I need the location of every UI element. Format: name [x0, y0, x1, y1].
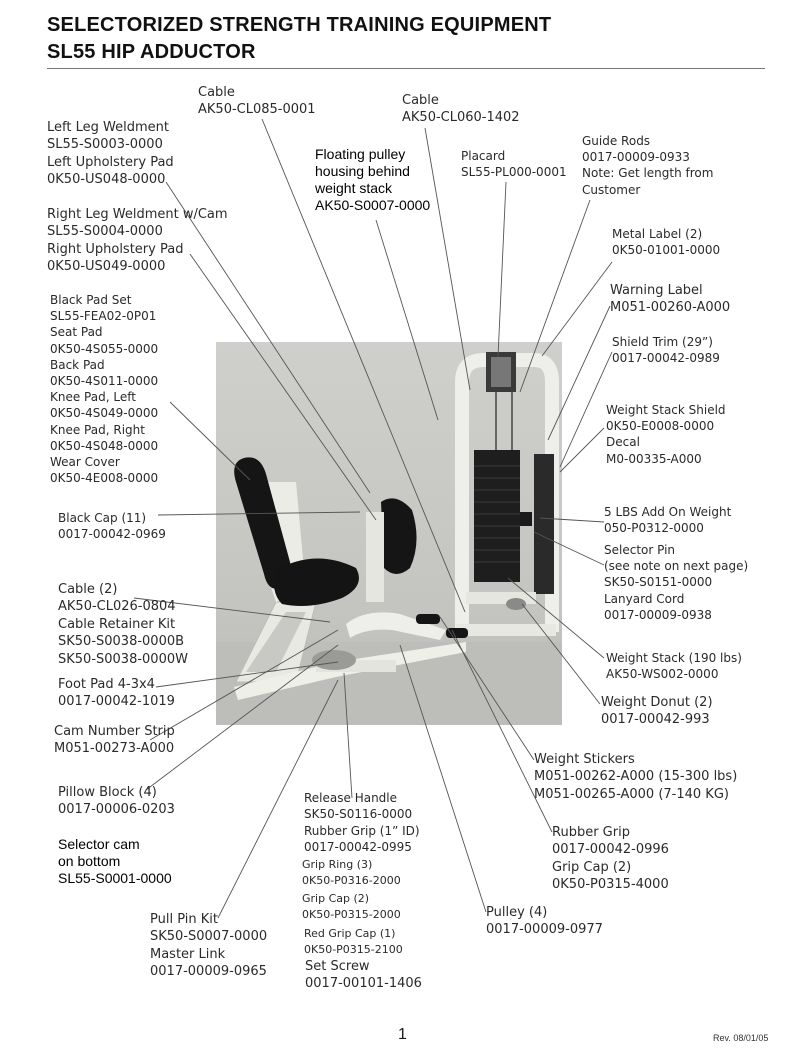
label-text: Grip Cap (2) [302, 892, 370, 905]
label-text: Shield Trim (29”) [612, 335, 713, 349]
label-text: housing behind [315, 163, 410, 179]
part-number: 0017-00009-0977 [486, 922, 603, 938]
label-guide-rods [582, 133, 713, 198]
label-text: Weight Stickers [534, 752, 635, 767]
label-pillow-block [58, 784, 175, 819]
part-number: SL55-FEA02-0P01 [50, 309, 157, 324]
label-cable-2 [58, 581, 188, 668]
part-number: 0017-00042-1019 [58, 694, 175, 710]
label-text: Metal Label (2) [612, 227, 703, 241]
part-number: SK50-S0038-0000B [58, 634, 185, 650]
label-foot-pad [58, 676, 175, 711]
part-number: 0017-00101-1406 [305, 976, 422, 992]
part-number: 0017-00006-0203 [58, 802, 175, 818]
part-number: 0017-00009-0938 [604, 607, 712, 622]
label-text: Seat Pad [50, 325, 103, 340]
label-text: Rubber Grip (1” ID) [304, 824, 420, 838]
label-text: Cable [198, 85, 235, 100]
part-number: M051-00265-A000 (7-140 KG) [534, 786, 729, 802]
label-text: Back Pad [50, 357, 105, 372]
part-number: 0017-00042-993 [601, 712, 710, 728]
part-number: 0K50-E0008-0000 [606, 419, 715, 434]
label-text: (see note on next page) [604, 559, 749, 574]
part-number: AK50-WS002-0000 [606, 667, 719, 682]
part-number: 0K50-P0316-2000 [302, 873, 401, 887]
label-text: Grip Ring (3) [302, 858, 373, 871]
label-release-handle [304, 790, 412, 822]
label-grip-ring [302, 857, 401, 888]
label-text: Rubber Grip [552, 825, 630, 840]
label-cam-number-strip [54, 723, 175, 758]
label-text: Weight Stack Shield [606, 403, 726, 417]
label-text: Knee Pad, Left [50, 390, 136, 405]
part-number: SL55-PL000-0001 [461, 165, 567, 180]
part-number: 0K50-4S049-0000 [50, 406, 159, 421]
part-number: AK50-CL085-0001 [198, 102, 316, 118]
label-selector-cam [58, 836, 172, 887]
label-pull-pin-kit [150, 911, 267, 981]
label-rubber-grip [552, 824, 669, 894]
label-text: Lanyard Cord [604, 591, 685, 606]
label-text: Master Link [150, 946, 226, 962]
label-text: Left Leg Weldment [47, 120, 169, 135]
label-placard [461, 148, 567, 180]
label-weight-donut [601, 694, 713, 729]
label-cable-a [198, 84, 316, 119]
label-grip-cap [302, 891, 401, 922]
part-number: 0017-00009-0965 [150, 964, 267, 980]
part-number: SL55-S0001-0000 [58, 870, 172, 886]
label-text: Right Leg Weldment w/Cam [47, 207, 228, 222]
weight-donut [506, 598, 526, 610]
label-text: Grip Cap (2) [552, 859, 632, 875]
part-number: 0017-00009-0933 [582, 150, 690, 165]
label-black-pad-set [50, 292, 158, 486]
label-text: Customer [582, 182, 641, 197]
label-text: Black Cap (11) [58, 511, 147, 525]
label-selector-pin [604, 542, 748, 623]
label-text: Pillow Block (4) [58, 785, 157, 800]
part-number: 0K50-P0315-2100 [304, 942, 403, 956]
label-text: Foot Pad 4-3x4 [58, 677, 155, 692]
part-number: SK50-S0007-0000 [150, 929, 268, 945]
part-number: 0K50-4S048-0000 [50, 438, 159, 453]
part-number: M051-00273-A000 [54, 741, 175, 757]
label-text: Floating pulley [315, 146, 406, 162]
label-text: Note: Get length from [582, 166, 714, 181]
part-number: 0017-00042-0969 [58, 527, 166, 542]
hip-adductor-machine-photo [216, 342, 562, 725]
leader-placard [498, 182, 506, 357]
label-add-on-weight [604, 504, 731, 536]
part-number: M051-00260-A000 [610, 300, 731, 316]
label-text: Left Upholstery Pad [47, 154, 174, 170]
label-shield-trim [612, 334, 720, 366]
part-number: 0017-00042-0995 [304, 840, 412, 855]
label-text: 5 LBS Add On Weight [604, 505, 732, 519]
part-number: 0K50-P0315-4000 [552, 877, 669, 893]
part-number: 0017-00042-0996 [552, 842, 669, 858]
revision-date: Rev. 08/01/05 [713, 1033, 769, 1043]
part-number: SK50-S0038-0000W [58, 651, 188, 667]
selector-cam [312, 650, 356, 670]
label-metal-label [612, 226, 720, 258]
leader-weight-stack-shield [560, 428, 604, 472]
label-text: Right Upholstery Pad [47, 241, 184, 257]
label-text: Placard [461, 149, 506, 163]
label-text: Cam Number Strip [54, 724, 175, 739]
document-title-line1: SELECTORIZED STRENGTH TRAINING EQUIPMENT [47, 14, 552, 36]
part-number: 0K50-4E008-0000 [50, 471, 159, 486]
label-weight-stack-shield [606, 402, 726, 467]
label-text: Guide Rods [582, 134, 651, 148]
label-text: Cable Retainer Kit [58, 616, 176, 632]
part-number: 0017-00042-0989 [612, 351, 720, 366]
label-text: on bottom [58, 853, 121, 869]
part-number: SK50-S0151-0000 [604, 575, 713, 590]
leader-shield-trim [560, 352, 612, 467]
label-floating-pulley [315, 146, 430, 214]
label-set-screw [305, 958, 422, 993]
part-number: SL55-S0004-0000 [47, 224, 163, 240]
label-text: Wear Cover [50, 455, 120, 470]
part-number: 0K50-01001-0000 [612, 243, 721, 258]
label-text: Cable (2) [58, 582, 118, 597]
label-text: Selector Pin [604, 543, 676, 557]
part-number: SL55-S0003-0000 [47, 137, 163, 153]
part-number: 0K50-4S011-0000 [50, 374, 159, 389]
label-text: Selector cam [58, 836, 140, 852]
label-text: Decal [606, 435, 640, 450]
label-red-grip-cap [304, 926, 403, 957]
label-rubber-grip-1in [304, 823, 420, 855]
part-number: 050-P0312-0000 [604, 521, 704, 536]
label-warning-label [610, 282, 730, 317]
label-text: weight stack [315, 180, 393, 196]
add-on-weight [520, 512, 532, 526]
label-text: Black Pad Set [50, 293, 132, 307]
label-text: Warning Label [610, 283, 703, 298]
label-text: Knee Pad, Right [50, 422, 145, 437]
page-number: 1 [398, 1026, 407, 1043]
label-weight-stack [606, 650, 742, 682]
label-text: Weight Stack (190 lbs) [606, 651, 742, 665]
part-number: 0K50-US048-0000 [47, 172, 166, 188]
part-number: SK50-S0116-0000 [304, 807, 413, 822]
label-text: Release Handle [304, 791, 398, 805]
title-rule [47, 68, 765, 69]
label-cable-b [402, 92, 520, 127]
label-left-leg-weldment [47, 119, 174, 189]
part-number: AK50-CL060-1402 [402, 110, 520, 126]
label-black-cap [58, 510, 166, 542]
label-pulley [486, 904, 603, 939]
weight-stack-shield [534, 454, 554, 594]
part-number: 0K50-4S055-0000 [50, 341, 159, 356]
label-text: Pull Pin Kit [150, 912, 218, 927]
label-text: Set Screw [305, 959, 370, 974]
label-text: Pulley (4) [486, 905, 548, 920]
label-weight-stickers [534, 751, 737, 803]
label-text: Weight Donut (2) [601, 695, 713, 710]
part-number: AK50-S0007-0000 [315, 197, 431, 213]
label-text: Red Grip Cap (1) [304, 927, 396, 940]
document-title-line2: SL55 HIP ADDUCTOR [47, 41, 256, 63]
label-text: Cable [402, 93, 439, 108]
part-number: 0K50-P0315-2000 [302, 907, 401, 921]
part-number: AK50-CL026-0804 [58, 599, 176, 615]
part-number: 0K50-US049-0000 [47, 259, 166, 275]
part-number: M051-00262-A000 (15-300 lbs) [534, 769, 738, 785]
label-right-leg-weldment [47, 206, 228, 276]
part-number: M0-00335-A000 [606, 451, 702, 466]
